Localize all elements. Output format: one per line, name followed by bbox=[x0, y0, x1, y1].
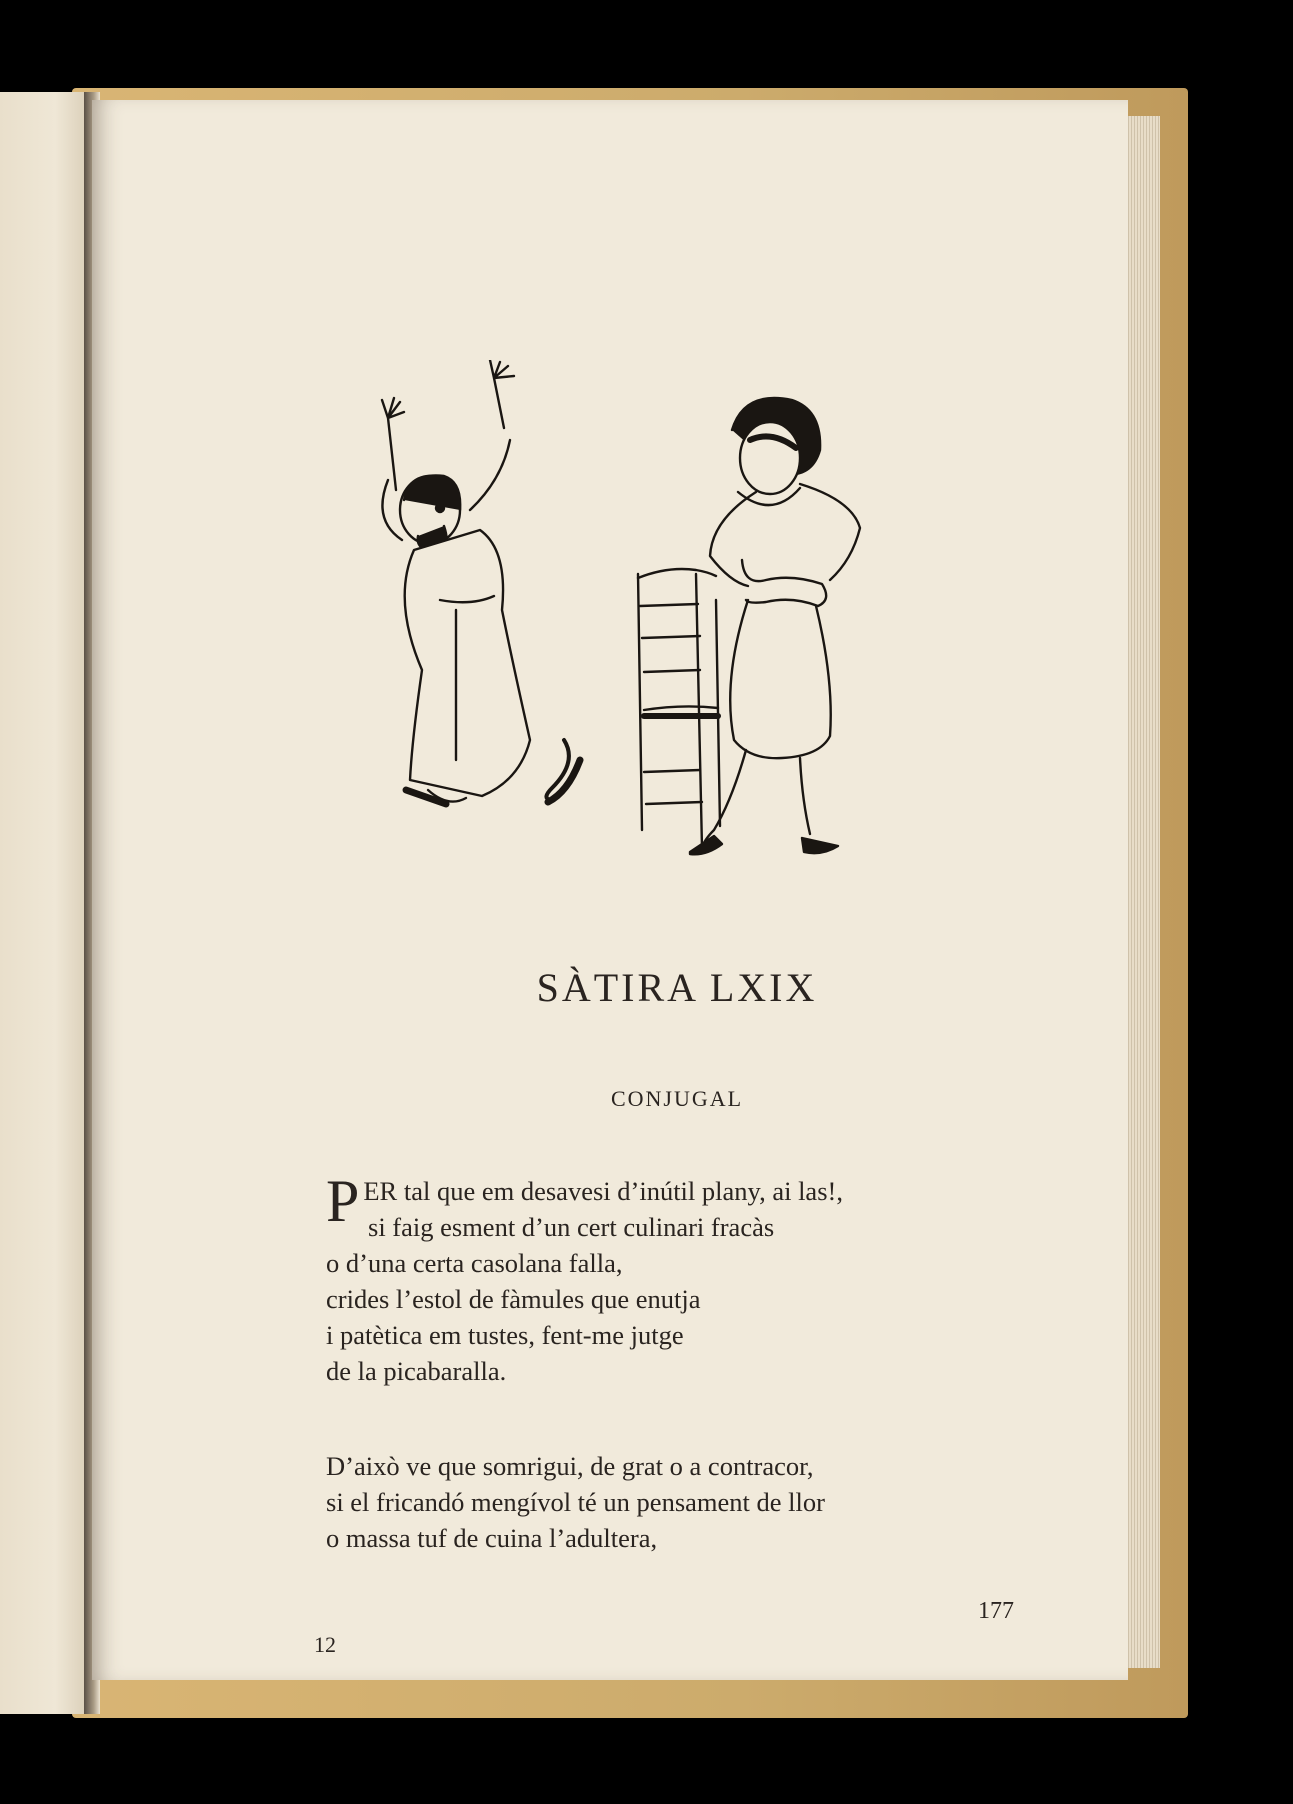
drop-cap: P bbox=[326, 1168, 360, 1234]
right-page bbox=[92, 100, 1128, 1680]
stanza-2 bbox=[326, 1448, 1056, 1556]
signature-mark: 12 bbox=[314, 1632, 336, 1657]
man-figure bbox=[382, 360, 580, 804]
page-number: 177 bbox=[978, 1598, 1014, 1624]
verse-line: de la picabaralla. bbox=[326, 1356, 507, 1386]
poem-subtitle: CONJUGAL bbox=[610, 1086, 744, 1111]
stanza-1 bbox=[326, 1168, 1056, 1389]
verse-line: si faig esment d’un cert culinari fracàs bbox=[368, 1212, 775, 1242]
verse-line: si el fricandó mengívol té un pensament de llor bbox=[326, 1487, 825, 1517]
verse-line: ER tal que em desavesi d’inútil plany, ai las!, bbox=[363, 1176, 843, 1206]
poem-title: SÀTIRA LXIX bbox=[536, 965, 818, 1010]
chair bbox=[638, 569, 720, 848]
verse-line: o d’una certa casolana falla, bbox=[326, 1248, 623, 1278]
verse-line: D’això ve que somrigui, de grat o a contracor, bbox=[326, 1451, 814, 1481]
verse-line: o massa tuf de cuina l’adultera, bbox=[326, 1523, 658, 1553]
couple-illustration bbox=[352, 360, 932, 890]
left-page bbox=[0, 92, 92, 1714]
verse-line: i patètica em tustes, fent-me jutge bbox=[326, 1320, 684, 1350]
verse-line: crides l’estol de fàmules que enutja bbox=[326, 1284, 701, 1314]
page-edges bbox=[1126, 116, 1160, 1668]
